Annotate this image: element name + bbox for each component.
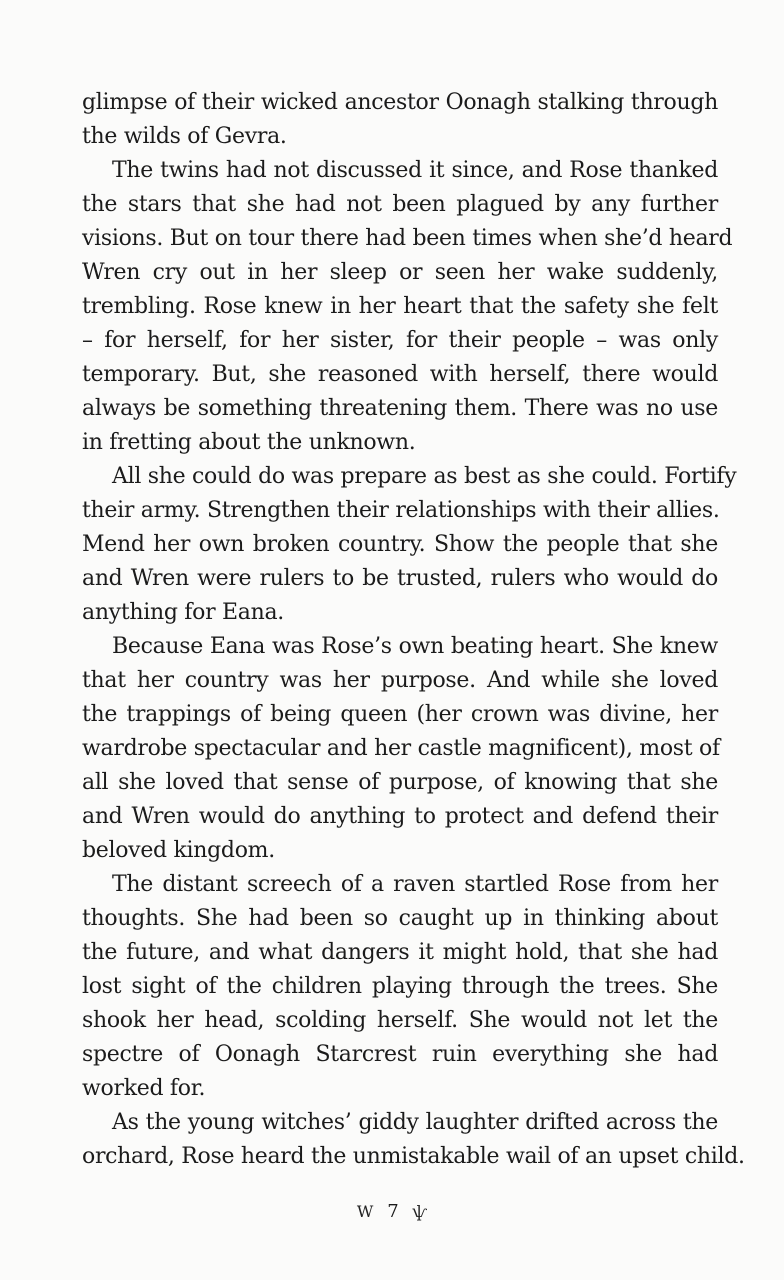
text-line: always be something threatening them. There was no use (82, 396, 718, 421)
ornament-right-icon: ѱ (412, 1201, 428, 1221)
page-footer (0, 1196, 784, 1226)
text-line: The twins had not discussed it since, and Rose thanked (112, 158, 718, 183)
text-line: All she could do was prepare as best as she could. Fortify (112, 464, 737, 489)
text-line: wardrobe spectacular and her castle magnificent), most of (82, 736, 720, 761)
text-line: The distant screech of a raven startled Rose from her (112, 872, 718, 897)
text-line: in fretting about the unknown. (82, 430, 416, 455)
text-line: glimpse of their wicked ancestor Oonagh stalking through (82, 90, 718, 115)
text-line: the stars that she had not been plagued by any further (82, 192, 718, 217)
text-line: the wilds of Gevra. (82, 124, 287, 149)
text-line: and Wren were rulers to be trusted, rulers who would do (82, 566, 718, 591)
text-line: worked for. (82, 1076, 206, 1101)
text-line: – for herself, for her sister, for their people – was only (82, 328, 718, 353)
text-line: temporary. But, she reasoned with herself, there would (82, 362, 718, 387)
text-line: thoughts. She had been so caught up in thinking about (82, 906, 718, 931)
text-line: As the young witches’ giddy laughter drifted across the (112, 1110, 718, 1135)
text-line: beloved kingdom. (82, 838, 275, 863)
body-text (82, 86, 745, 1174)
page-number: 7 (387, 1200, 399, 1222)
text-line: anything for Eana. (82, 600, 284, 625)
text-line: lost sight of the children playing through the trees. She (82, 974, 718, 999)
text-line: Wren cry out in her sleep or seen her wake suddenly, (82, 260, 718, 285)
text-line: Mend her own broken country. Show the people that she (82, 532, 718, 557)
text-line: spectre of Oonagh Starcrest ruin everything she had (82, 1042, 718, 1067)
text-line: the trappings of being queen (her crown was divine, her (82, 702, 718, 727)
text-line: and Wren would do anything to protect and defend their (82, 804, 718, 829)
text-line: the future, and what dangers it might hold, that she had (82, 940, 718, 965)
text-line: shook her head, scolding herself. She would not let the (82, 1008, 718, 1033)
text-line: orchard, Rose heard the unmistakable wail of an upset child. (82, 1144, 745, 1169)
text-line: visions. But on tour there had been times when she’d heard (82, 226, 733, 251)
text-line: trembling. Rose knew in her heart that the safety she felt (82, 294, 718, 319)
text-line: that her country was her purpose. And while she loved (82, 668, 718, 693)
text-line: all she loved that sense of purpose, of knowing that she (82, 770, 718, 795)
ornament-left-icon: W (356, 1201, 374, 1221)
text-line: their army. Strengthen their relationships with their allies. (82, 498, 720, 523)
text-line: Because Eana was Rose’s own beating heart. She knew (112, 634, 718, 659)
